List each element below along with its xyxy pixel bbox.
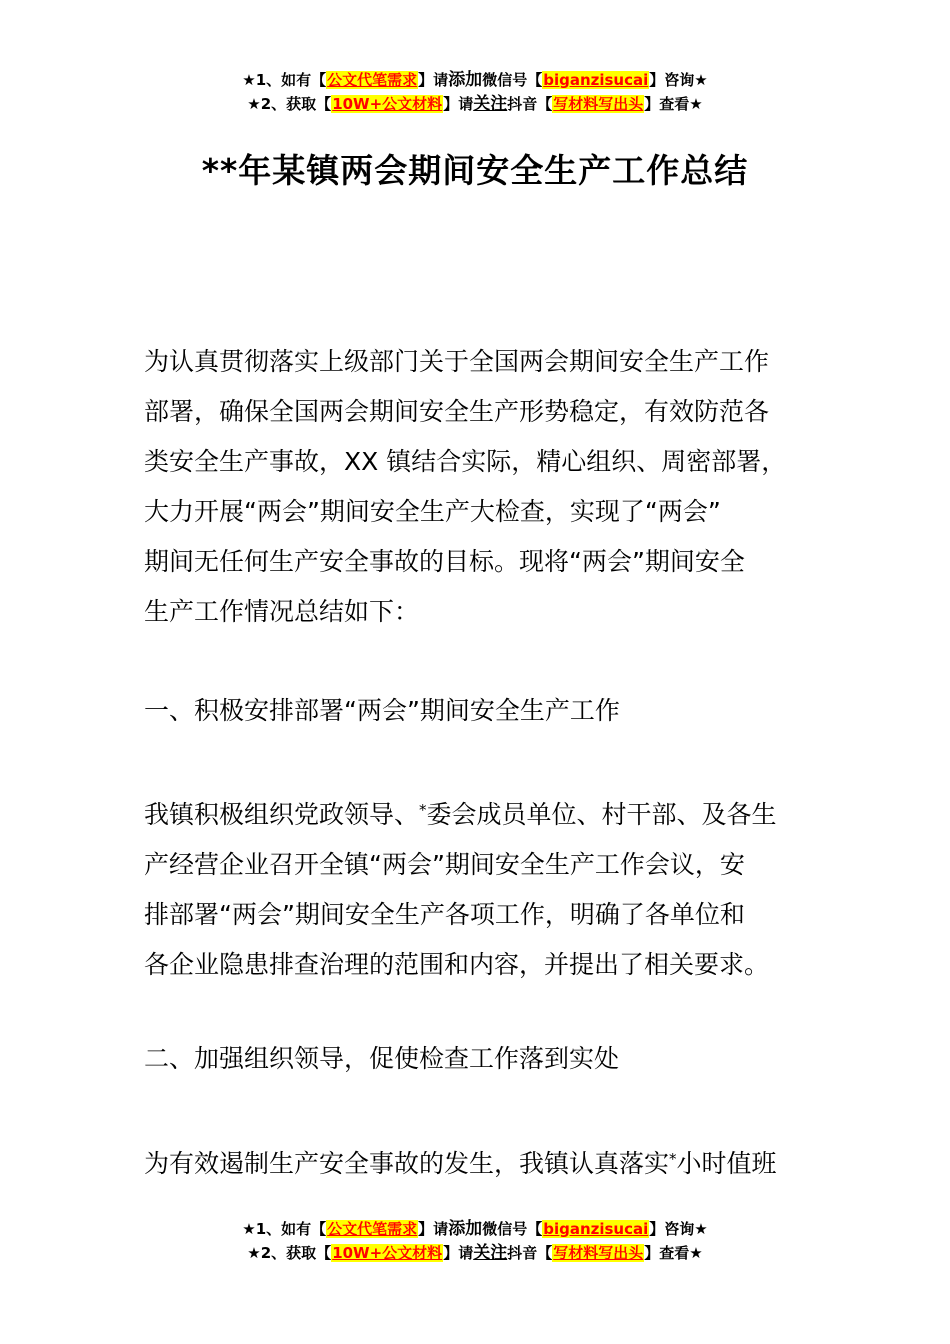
- banner-highlight: 10W+公文材料: [332, 95, 443, 113]
- document-title: **年某镇两会期间安全生产工作总结: [201, 151, 749, 190]
- text-run: 委会成员单位、村干部、及各生: [426, 800, 777, 829]
- banner-text: ★2、获取【: [247, 1244, 332, 1262]
- banner-line-1: [0, 1217, 950, 1241]
- banner-text: 】请: [443, 95, 474, 113]
- section-paragraph-1: [144, 785, 808, 990]
- paragraph-line: [144, 785, 808, 840]
- heading-text: 一、积极安排部署“两会”期间安全生产工作: [144, 696, 620, 725]
- bottom-banner: [0, 1217, 950, 1265]
- section-paragraph-2: [144, 1134, 808, 1189]
- banner-highlight: 10W+公文材料: [332, 1244, 443, 1262]
- text-run: 为有效遏制生产安全事故的发生，我镇认真落实: [144, 1149, 670, 1178]
- wechat-id-highlight: biganzisucai: [543, 1220, 649, 1238]
- banner-highlight: 公文代笔需求: [327, 71, 418, 89]
- text-run: 我镇积极组织党政领导、: [144, 800, 420, 829]
- paragraph-line: 大力开展“两会”期间安全生产大检查，实现了“两会”: [144, 497, 721, 526]
- banner-text: 微信号【: [482, 71, 543, 89]
- banner-text: 】请: [443, 1244, 474, 1262]
- douyin-highlight: 写材料写出头: [553, 1244, 644, 1262]
- paragraph-line: 期间无任何生产安全事故的目标。现将“两会”期间安全: [144, 547, 745, 576]
- paragraph-line: 部署，确保全国两会期间安全生产形势稳定，有效防范各: [144, 397, 770, 426]
- banner-line-2: [0, 1241, 950, 1265]
- banner-text: 】查看★: [644, 95, 703, 113]
- intro-paragraph: [144, 337, 808, 637]
- banner-text: 】请: [418, 1220, 449, 1238]
- banner-text: ★1、如有【: [242, 1220, 327, 1238]
- paragraph-line: 产经营企业召开全镇“两会”期间安全生产工作会议，安: [144, 850, 745, 879]
- banner-highlight: 公文代笔需求: [327, 1220, 418, 1238]
- paragraph-line: [144, 1134, 808, 1189]
- paragraph-line: 类安全生产事故，XX 镇结合实际，精心组织、周密部署，: [144, 447, 787, 476]
- banner-text: ★2、获取【: [247, 95, 332, 113]
- top-banner: [0, 68, 950, 116]
- banner-line-1: [0, 68, 950, 92]
- banner-text: 微信号【: [482, 1220, 543, 1238]
- banner-text: 】咨询★: [649, 71, 708, 89]
- banner-text: 添加: [448, 1219, 483, 1239]
- banner-text: ★1、如有【: [242, 71, 327, 89]
- banner-text: 添加: [448, 70, 483, 90]
- text-run: 小时值班: [676, 1149, 777, 1178]
- paragraph-line: 为认真贯彻落实上级部门关于全国两会期间安全生产工作: [144, 347, 770, 376]
- banner-line-2: [0, 92, 950, 116]
- redacted-mark: *: [419, 801, 427, 819]
- section-heading-1: [144, 686, 808, 736]
- redacted-mark: *: [669, 1150, 677, 1168]
- banner-text: 关注: [473, 1243, 508, 1263]
- banner-text: 抖音【: [507, 95, 553, 113]
- paragraph-line: 排部署“两会”期间安全生产各项工作，明确了各单位和: [144, 900, 745, 929]
- banner-text: 】请: [418, 71, 449, 89]
- banner-text: 】咨询★: [649, 1220, 708, 1238]
- wechat-id-highlight: biganzisucai: [543, 71, 649, 89]
- banner-text: 关注: [473, 94, 508, 114]
- section-heading-2: [144, 1034, 808, 1084]
- paragraph-line: 生产工作情况总结如下：: [144, 597, 420, 626]
- douyin-highlight: 写材料写出头: [553, 95, 644, 113]
- banner-text: 】查看★: [644, 1244, 703, 1262]
- banner-text: 抖音【: [507, 1244, 553, 1262]
- paragraph-line: 各企业隐患排查治理的范围和内容，并提出了相关要求。: [144, 950, 770, 979]
- heading-text: 二、加强组织领导，促使检查工作落到实处: [144, 1044, 620, 1073]
